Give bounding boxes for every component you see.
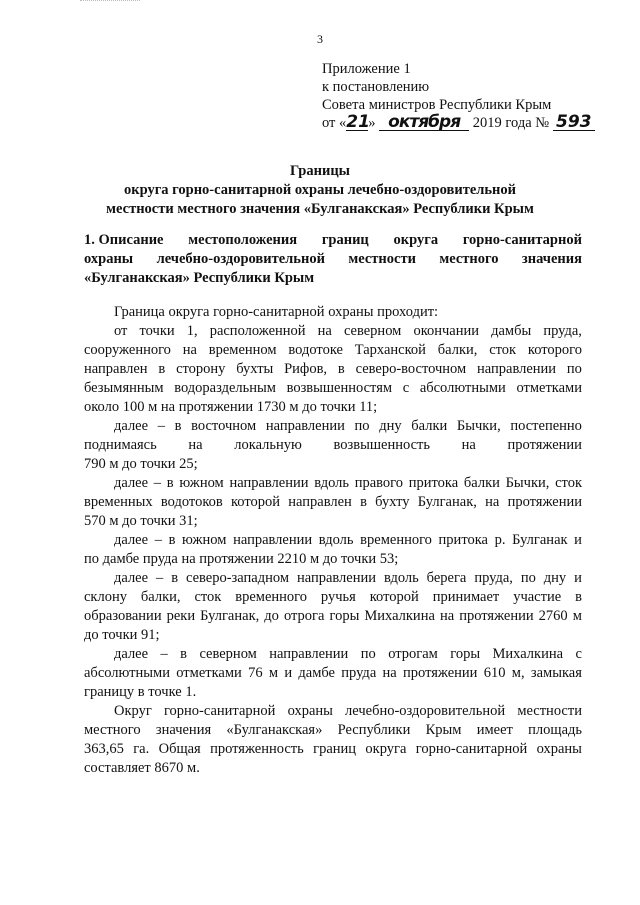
paragraph-line [84, 588, 582, 607]
word: бухту [375, 494, 410, 510]
word: по [566, 361, 582, 377]
word: балки [463, 475, 500, 491]
word: сток [194, 589, 222, 605]
word: далее [114, 532, 149, 548]
word: вдоль [314, 475, 350, 491]
word: дамбе [298, 665, 335, 681]
word: участие [513, 589, 562, 605]
word: балки [411, 418, 448, 434]
word: Тарханской [354, 342, 426, 358]
word: от [114, 323, 128, 339]
word: и [574, 532, 582, 548]
word: – [157, 418, 165, 434]
word: притока [438, 532, 488, 548]
word: поднимаясь [84, 437, 157, 453]
word: Бычки, [505, 475, 550, 491]
word: направлении [229, 475, 309, 491]
word: 76 [248, 665, 263, 681]
paragraph-line [84, 569, 582, 588]
word: округа [365, 741, 407, 757]
word: северном [199, 646, 257, 662]
paragraph-line: по дамбе пруда на протяжении 2210 м до точки 53; [84, 551, 399, 567]
word: южном [182, 532, 227, 548]
title-line-3: местности местного значения «Булганакская» Республики Крым [106, 201, 534, 217]
word: границ [321, 232, 369, 248]
word: местности [517, 703, 582, 719]
word: восточном [191, 418, 257, 434]
word: временного [235, 589, 307, 605]
section-heading [84, 231, 582, 288]
appendix-line-3: Совета министров Республики Крым [322, 97, 552, 113]
word: на [182, 342, 197, 358]
word: 2760 [538, 608, 568, 624]
word: которой [369, 589, 419, 605]
word: охраны [287, 703, 333, 719]
word: дамбы [491, 323, 532, 339]
word: по [520, 570, 536, 586]
handwritten-day: 21 [346, 112, 370, 132]
word: Республики [337, 722, 411, 738]
paragraph-line [84, 436, 582, 455]
word: – [153, 475, 162, 491]
word: «Булганакская» [226, 722, 323, 738]
word: временных [84, 494, 153, 510]
word: протяжении [507, 437, 582, 453]
title-line-1: Границы [289, 163, 350, 179]
word: замыкая [530, 665, 582, 681]
word: возвышенность [333, 437, 430, 453]
word: лечебно-оздоровительной [156, 251, 325, 267]
word: ручья [320, 589, 356, 605]
word: м [572, 608, 582, 624]
handwritten-doc-number: 593 [553, 114, 595, 131]
word: безымянным [84, 380, 164, 396]
word: на [485, 494, 500, 510]
word: направлении [265, 418, 345, 434]
paragraph-line [84, 740, 582, 759]
document-title [60, 162, 580, 219]
paragraph-line: границу в точке 1. [84, 684, 197, 700]
word: протяжении [507, 494, 582, 510]
word: которого [527, 342, 582, 358]
word: в [180, 646, 188, 662]
word: с [575, 646, 582, 662]
paragraph-line: около 100 м на протяжении 1730 м до точки 11; [84, 399, 378, 415]
word: 363,65 [84, 741, 124, 757]
paragraph-line [84, 474, 582, 493]
word: 1, [186, 323, 198, 339]
word: далее [114, 475, 149, 491]
word: Округ [114, 703, 152, 719]
word: постепенно [510, 418, 582, 434]
word: возвышенностям [286, 380, 393, 396]
word: северном [343, 323, 402, 339]
word: отрога [283, 608, 325, 624]
word: сток [489, 342, 517, 358]
word: площадь [528, 722, 582, 738]
word: балки, [437, 342, 478, 358]
word: Крым [425, 722, 462, 738]
word: временном [208, 342, 277, 358]
word: притока [408, 475, 459, 491]
word: значения [521, 251, 582, 267]
word: дну [543, 570, 567, 586]
word: протяжении [403, 665, 478, 681]
word: направлении [477, 361, 557, 377]
word: реки [166, 608, 196, 624]
word: сооруженного [84, 342, 171, 358]
date-prefix: от « [322, 115, 347, 131]
word: округа [393, 232, 439, 248]
word: Булганак [512, 532, 568, 548]
word: локальную [234, 437, 302, 453]
body-intro: Граница округа горно-санитарной охраны проходит: [114, 304, 439, 320]
word: местоположения [188, 232, 298, 248]
word: абсолютными [84, 665, 170, 681]
section-line [84, 231, 582, 250]
word: в [168, 532, 176, 548]
word: пруда, [474, 570, 513, 586]
word: направлении [233, 532, 313, 548]
word: и [574, 570, 582, 586]
word: 1. Описание [84, 232, 164, 248]
word: – [156, 570, 164, 586]
word: отметками [516, 380, 582, 396]
date-suffix: 2019 года № [472, 115, 550, 131]
paragraph-line: до точки 91; [84, 627, 160, 643]
word: в [575, 589, 582, 605]
word: имеет [476, 722, 513, 738]
word: горно-санитарной [462, 232, 582, 248]
word: вдоль [383, 570, 419, 586]
paragraph-line [84, 645, 582, 664]
paragraph-line: 570 м до точки 31; [84, 513, 198, 529]
word: пруда [341, 665, 377, 681]
word: точки [139, 323, 175, 339]
section-line [84, 250, 582, 269]
word: направлении [269, 646, 349, 662]
word: дну [379, 418, 402, 434]
word: водораздельным [174, 380, 276, 396]
word: Булганак, [200, 608, 260, 624]
word: р. [494, 532, 506, 548]
word: абсолютными [419, 380, 506, 396]
document-body [84, 303, 582, 778]
word: в [174, 418, 182, 434]
word: в [158, 361, 166, 377]
word: по [360, 646, 376, 662]
word: горы [329, 608, 360, 624]
word: в [166, 475, 174, 491]
word: балки, [140, 589, 181, 605]
word: м, [511, 665, 525, 681]
word: сторону [176, 361, 226, 377]
word: Рифов, [284, 361, 328, 377]
word: отрогам [388, 646, 438, 662]
paragraph-line [84, 531, 582, 550]
word: протяжении [459, 608, 534, 624]
word: га. [133, 741, 150, 757]
paragraph-line [84, 322, 582, 341]
word: которой [230, 494, 281, 510]
scan-artifact [80, 0, 140, 5]
word: на [461, 437, 476, 453]
word: в [171, 570, 179, 586]
word: направлен [288, 494, 352, 510]
word: отметками [176, 665, 242, 681]
word: правого [354, 475, 404, 491]
word: охраны [536, 741, 582, 757]
word: Михалкина [364, 608, 435, 624]
paragraph-line [84, 379, 582, 398]
appendix-line-1: Приложение 1 [322, 61, 411, 77]
paragraph-line: 790 м до точки 25; [84, 456, 198, 472]
word: берега [426, 570, 467, 586]
paragraph-line [84, 341, 582, 360]
word: в [337, 361, 345, 377]
word: 610 [483, 665, 506, 681]
section-line: «Булганакская» Республики Крым [84, 270, 315, 286]
word: горы [450, 646, 481, 662]
word: по [354, 418, 370, 434]
appendix-date-line [322, 114, 595, 132]
word: – [154, 532, 162, 548]
word: северо-западном [185, 570, 290, 586]
paragraph-line [84, 702, 582, 721]
word: с [402, 380, 410, 396]
paragraph-line [84, 607, 582, 626]
word: значения [155, 722, 212, 738]
word: вдоль [318, 532, 354, 548]
paragraph-line [84, 417, 582, 436]
word: протяженность [210, 741, 304, 757]
word: склону [84, 589, 127, 605]
word: далее [114, 418, 149, 434]
word: направлении [296, 570, 377, 586]
date-mid: » [368, 115, 376, 131]
word: лечебно-оздоровительной [345, 703, 506, 719]
word: Михалкина [492, 646, 564, 662]
word: местности [348, 251, 416, 267]
word: сток [555, 475, 582, 491]
word: окончании [413, 323, 480, 339]
word: горно-санитарной [163, 703, 276, 719]
word: охраны [84, 251, 134, 267]
appendix-line-2: к постановлению [322, 79, 430, 95]
word: водотоков [160, 494, 223, 510]
word: горно-санитарной [415, 741, 528, 757]
word: принимает [432, 589, 500, 605]
word: – [160, 646, 168, 662]
paragraph-line: составляет 8670 м. [84, 760, 200, 776]
word: границ [313, 741, 357, 757]
paragraph-line [84, 493, 582, 512]
word: пруда, [543, 323, 582, 339]
word: Булганак, [417, 494, 477, 510]
word: на [439, 608, 455, 624]
word: бухты [236, 361, 274, 377]
word: местного [439, 251, 499, 267]
word: далее [114, 646, 149, 662]
word: местного [84, 722, 141, 738]
word: северо-восточном [355, 361, 467, 377]
word: далее [114, 570, 149, 586]
paragraph-line [84, 360, 582, 379]
word: расположенной [209, 323, 306, 339]
paragraph-line [84, 664, 582, 683]
word: на [188, 437, 203, 453]
word: на [382, 665, 397, 681]
word: водотоке [288, 342, 343, 358]
word: временного [360, 532, 432, 548]
appendix-header [322, 60, 595, 132]
word: южном [179, 475, 224, 491]
word: Бычки, [456, 418, 501, 434]
title-line-2: округа горно-санитарной охраны лечебно-оздоровительной [123, 182, 517, 198]
page-number: 3 [317, 32, 323, 46]
paragraph-line [84, 721, 582, 740]
word: м [268, 665, 279, 681]
word: направлен [84, 361, 148, 377]
word: и [284, 665, 293, 681]
word: образовании [84, 608, 162, 624]
word: Общая [158, 741, 201, 757]
word: в [360, 494, 367, 510]
word: до [264, 608, 279, 624]
handwritten-month: октября [379, 114, 469, 131]
word: на [317, 323, 332, 339]
